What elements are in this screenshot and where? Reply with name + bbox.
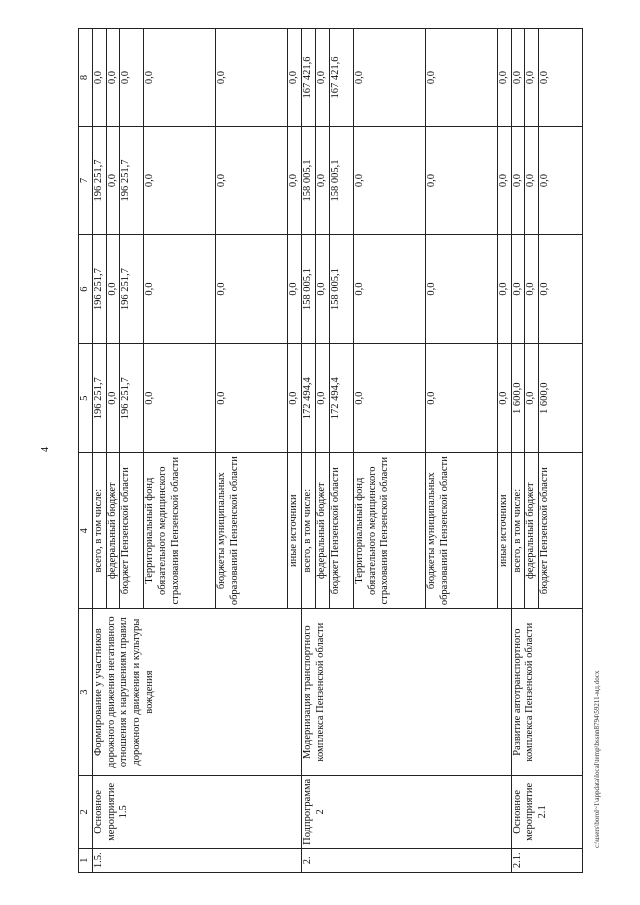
description-cell: Формирование у участников дорожного движения негативного отношения к нарушениям правил дорожного движения и культуры вождения: [92, 609, 301, 776]
amount-cell: 0,0: [539, 235, 583, 344]
funding-source-cell: федеральный бюджет: [106, 453, 120, 609]
funding-source-cell: всего, в том числе:: [92, 453, 106, 609]
amount-cell: 0,0: [511, 29, 525, 127]
header-cell: 6: [79, 235, 93, 344]
amount-cell: 196 251,7: [120, 344, 144, 453]
description-cell: Модернизация транспортного комплекса Пензенской области: [302, 609, 511, 776]
header-cell: 2: [79, 776, 93, 848]
amount-cell: 158 005,1: [329, 235, 353, 344]
amount-cell: 167 421,6: [302, 29, 316, 127]
program-name-cell: Подпрограмма 2: [302, 776, 511, 848]
amount-cell: 0,0: [144, 127, 216, 235]
amount-cell: 0,0: [353, 29, 425, 127]
funding-source-cell: иные источники: [288, 453, 302, 609]
funding-source-cell: бюджет Пензенской области: [539, 453, 583, 609]
funding-source-cell: бюджеты муниципальных образований Пензенской области: [425, 453, 497, 609]
table-row: [302, 29, 316, 873]
amount-cell: 196 251,7: [92, 344, 106, 453]
header-cell: 7: [79, 127, 93, 235]
amount-cell: 0,0: [144, 235, 216, 344]
amount-cell: 196 251,7: [92, 235, 106, 344]
amount-cell: 0,0: [425, 235, 497, 344]
funding-source-cell: федеральный бюджет: [315, 453, 329, 609]
header-cell: 3: [79, 609, 93, 776]
row-number-cell: 2.: [302, 848, 511, 872]
table-body: [92, 29, 582, 873]
amount-cell: 0,0: [497, 127, 511, 235]
amount-cell: 0,0: [106, 344, 120, 453]
header-cell: 4: [79, 453, 93, 609]
row-number-cell: 2.1.: [511, 848, 583, 872]
program-name-cell: Основное мероприятие 1.5: [92, 776, 301, 848]
amount-cell: 0,0: [539, 127, 583, 235]
amount-cell: 0,0: [353, 127, 425, 235]
amount-cell: 1 600,0: [511, 344, 525, 453]
amount-cell: 0,0: [315, 235, 329, 344]
header-cell: 1: [79, 848, 93, 872]
table-row: [92, 29, 106, 873]
header-cell: 5: [79, 344, 93, 453]
amount-cell: 0,0: [525, 127, 539, 235]
funding-source-cell: бюджет Пензенской области: [329, 453, 353, 609]
funding-source-cell: всего, в том числе:: [511, 453, 525, 609]
amount-cell: 0,0: [106, 29, 120, 127]
funding-source-cell: бюджеты муниципальных образований Пензенской области: [216, 453, 288, 609]
rotated-table-container: [78, 28, 608, 873]
footer-file-path: c:\users\borol~1\appdata\local\temp\bssnn8794\59211-мд.docx: [593, 670, 601, 848]
amount-cell: 0,0: [288, 344, 302, 453]
funding-source-cell: бюджет Пензенской области: [120, 453, 144, 609]
amount-cell: 0,0: [525, 344, 539, 453]
funding-source-cell: федеральный бюджет: [525, 453, 539, 609]
amount-cell: 0,0: [497, 235, 511, 344]
amount-cell: 1 600,0: [539, 344, 583, 453]
amount-cell: 0,0: [288, 29, 302, 127]
amount-cell: 0,0: [315, 127, 329, 235]
header-row: [79, 29, 93, 873]
budget-table: [78, 28, 583, 873]
amount-cell: 0,0: [144, 344, 216, 453]
amount-cell: 158 005,1: [302, 127, 316, 235]
amount-cell: 0,0: [315, 29, 329, 127]
amount-cell: 196 251,7: [120, 127, 144, 235]
row-number-cell: 1.5.: [92, 848, 301, 872]
amount-cell: 0,0: [315, 344, 329, 453]
amount-cell: 0,0: [144, 29, 216, 127]
amount-cell: 196 251,7: [92, 127, 106, 235]
header-cell: 8: [79, 29, 93, 127]
amount-cell: 0,0: [511, 235, 525, 344]
amount-cell: 158 005,1: [329, 127, 353, 235]
amount-cell: 0,0: [497, 29, 511, 127]
amount-cell: 196 251,7: [120, 235, 144, 344]
amount-cell: 0,0: [216, 29, 288, 127]
page-number: 4: [40, 447, 51, 452]
amount-cell: 0,0: [216, 235, 288, 344]
amount-cell: 172 494,4: [302, 344, 316, 453]
amount-cell: 167 421,6: [329, 29, 353, 127]
funding-source-cell: Территориальный фонд обязательного медицинского страхования Пензенской области: [144, 453, 216, 609]
amount-cell: 0,0: [511, 127, 525, 235]
amount-cell: 0,0: [353, 344, 425, 453]
table-row: [511, 29, 525, 873]
amount-cell: 0,0: [288, 235, 302, 344]
funding-source-cell: всего, в том числе:: [302, 453, 316, 609]
amount-cell: 0,0: [525, 29, 539, 127]
amount-cell: 0,0: [425, 29, 497, 127]
amount-cell: 0,0: [120, 29, 144, 127]
amount-cell: 0,0: [216, 344, 288, 453]
amount-cell: 0,0: [106, 235, 120, 344]
amount-cell: 0,0: [539, 29, 583, 127]
funding-source-cell: Территориальный фонд обязательного медицинского страхования Пензенской области: [353, 453, 425, 609]
amount-cell: 0,0: [92, 29, 106, 127]
program-name-cell: Основное мероприятие 2.1: [511, 776, 583, 848]
amount-cell: 0,0: [425, 344, 497, 453]
description-cell: Развитие автотранспортного комплекса Пензенской области: [511, 609, 583, 776]
amount-cell: 0,0: [525, 235, 539, 344]
amount-cell: 158 005,1: [302, 235, 316, 344]
amount-cell: 0,0: [353, 235, 425, 344]
funding-source-cell: иные источники: [497, 453, 511, 609]
amount-cell: 0,0: [288, 127, 302, 235]
amount-cell: 0,0: [497, 344, 511, 453]
amount-cell: 172 494,4: [329, 344, 353, 453]
amount-cell: 0,0: [106, 127, 120, 235]
amount-cell: 0,0: [216, 127, 288, 235]
amount-cell: 0,0: [425, 127, 497, 235]
